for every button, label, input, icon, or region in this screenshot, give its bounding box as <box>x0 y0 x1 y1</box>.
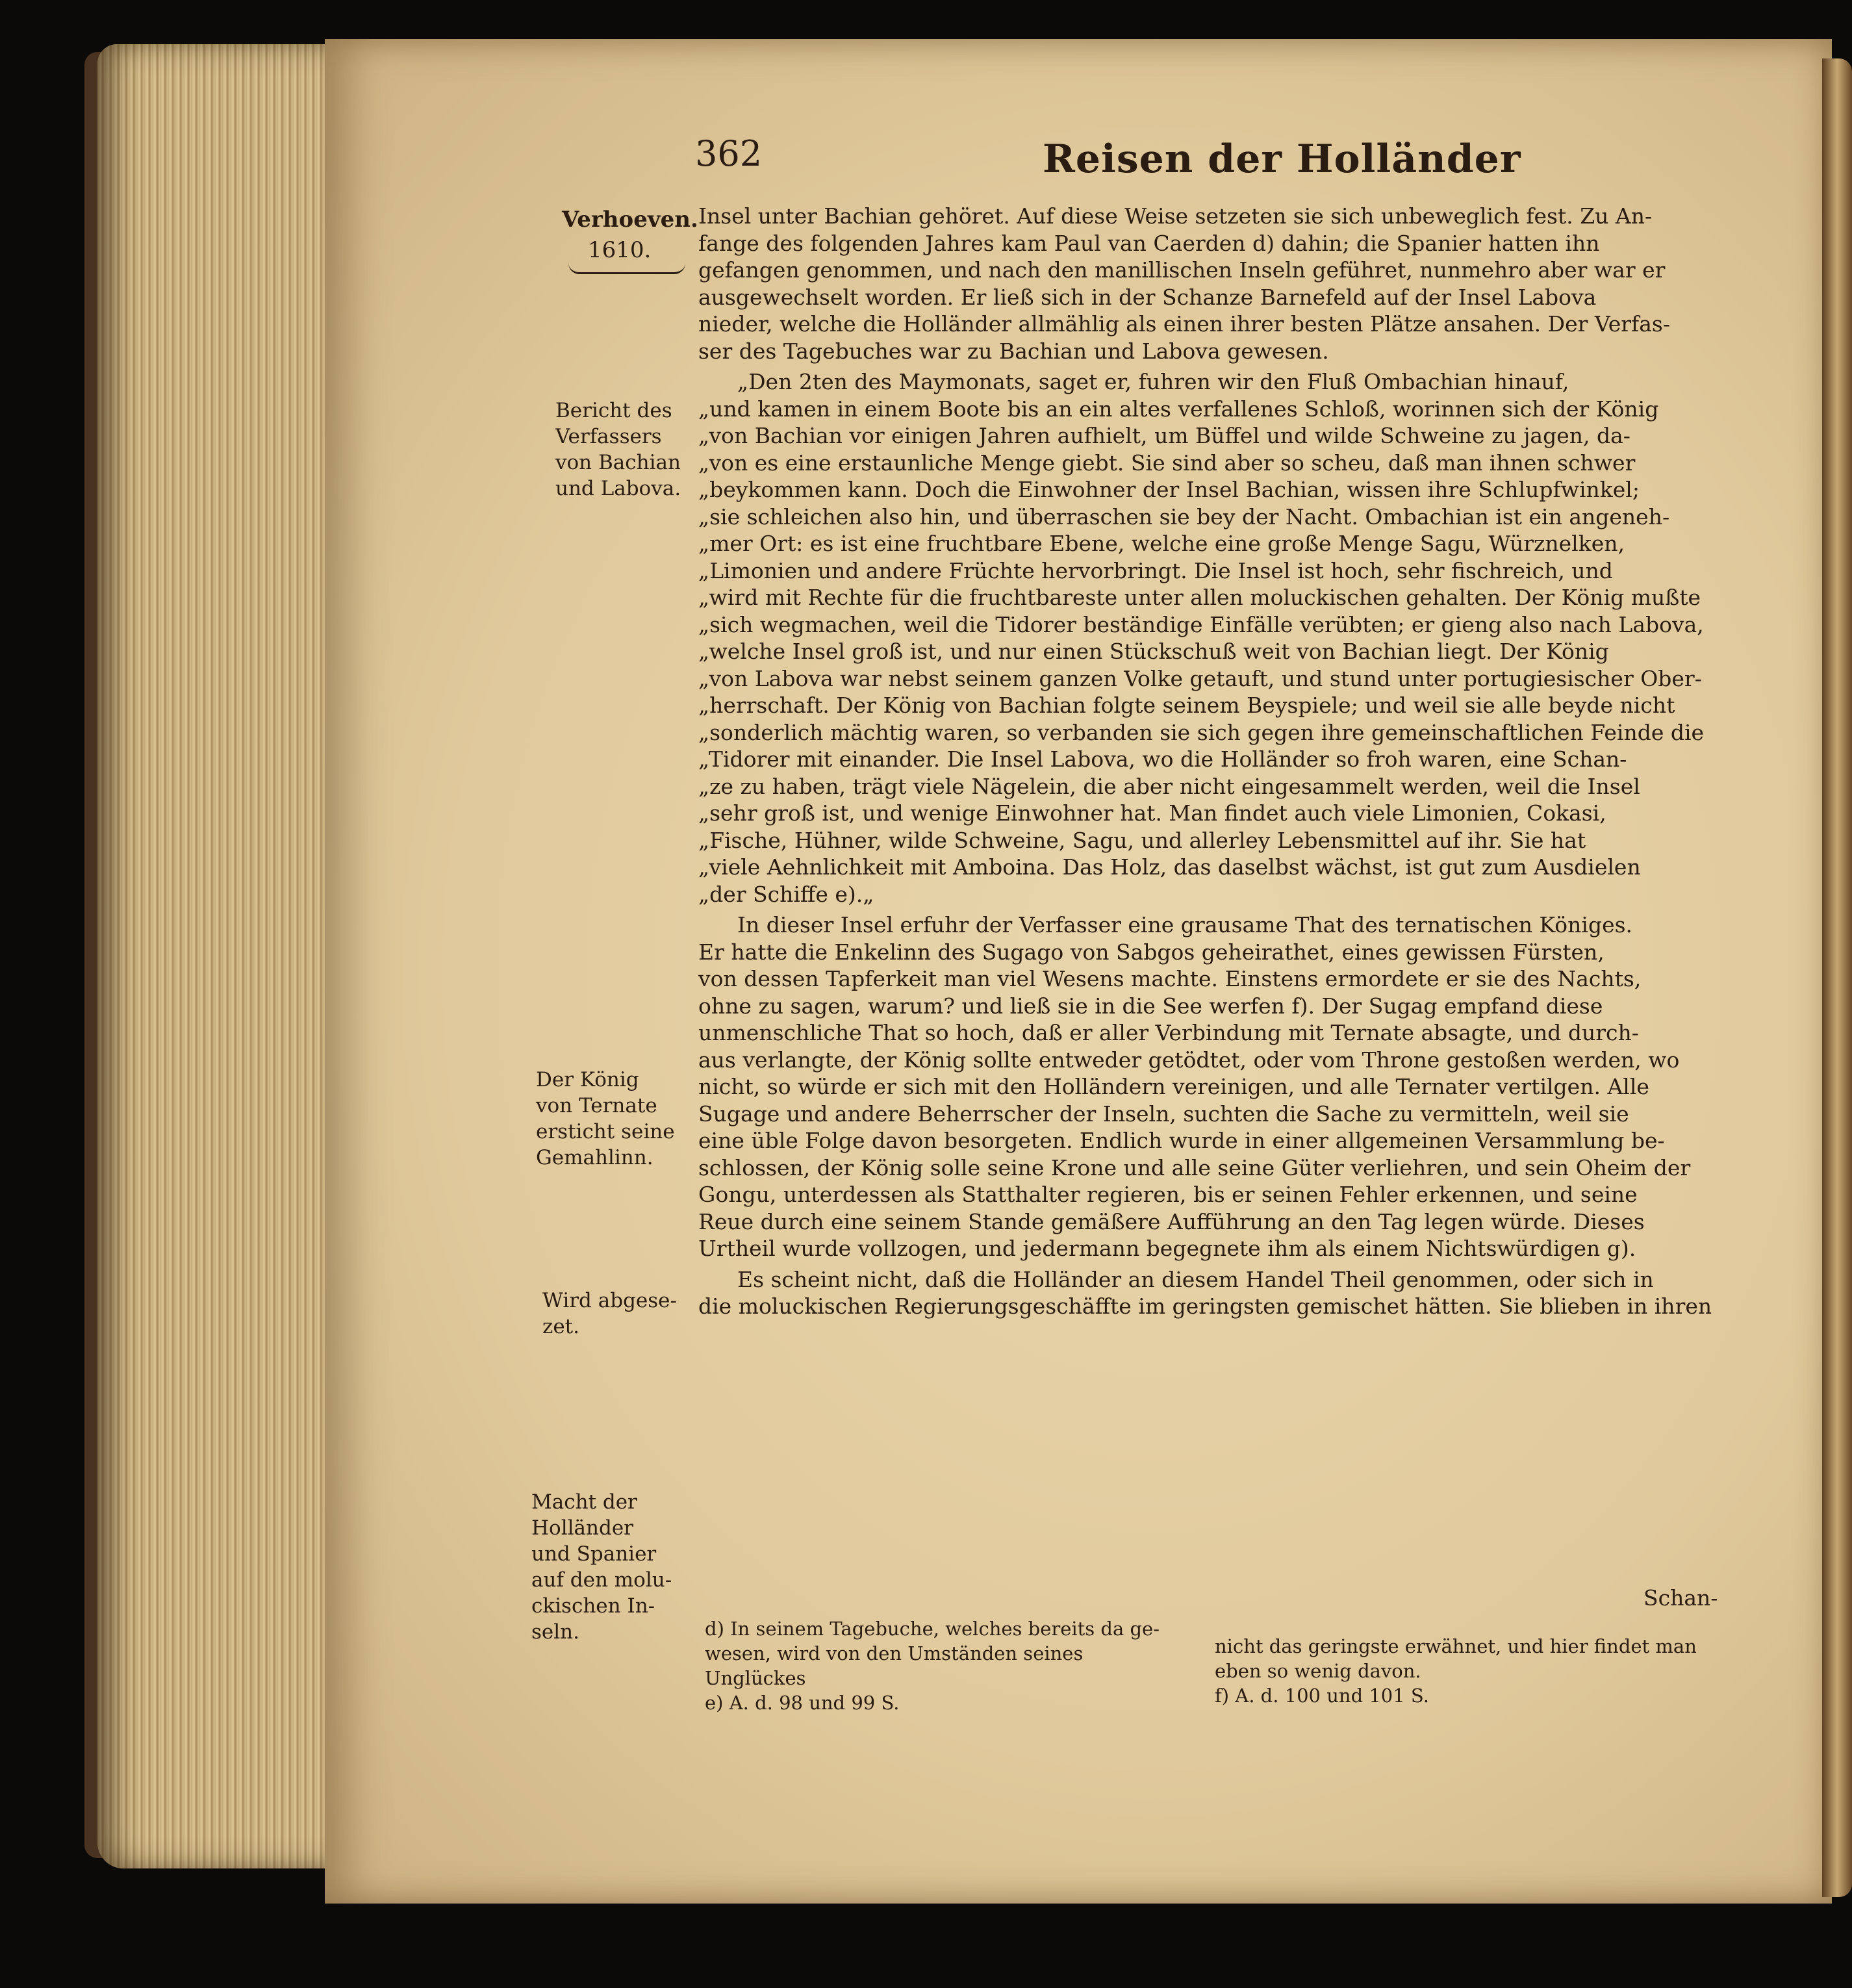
catchword: Schan- <box>1643 1585 1718 1611</box>
footnote-left: d) In seinem Tagebuche, welches bereits da ge- wesen, wird von den Umständen seines Unglückes e) A. d. 98 und 99 S. <box>705 1618 1160 1714</box>
margin-note-bericht: Bericht des Verfassers von Bachian und Labova. <box>555 399 681 500</box>
paragraph: Insel unter Bachian gehöret. Auf diese Weise setzeten sie sich unbeweglich fest. Zu An- fange des folgenden Jahres kam Paul van Caerden d) dahin; die Spanier hatten ihn gefangen genommen, und nach den manillischen Inseln geführet, nunmehro aber war er ausgewechselt worden. Er ließ sich in der Schanze Barnefeld auf der Insel Labova nieder, welche die Holländer allmählig als einen ihrer besten Plätze ansahen. Der Verfas- ser des Tagebuches war zu Bachian und Labova gewesen. <box>698 203 1670 364</box>
footnote-right: nicht das geringste erwähnet, und hier findet man eben so wenig davon. f) A. d. 100 und 101 S. <box>1215 1635 1697 1707</box>
page-number: 362 <box>695 133 763 174</box>
margin-year: 1610. <box>588 237 652 263</box>
paragraph: „Den 2ten des Maymonats, saget er, fuhren wir den Fluß Ombachian hinauf, „und kamen in einem Boote bis an ein altes verfallenes Schloß, worinnen sich der König „von Bachian vor einigen Jahren aufhielt, um Büffel und wilde Schweine zu jagen, da- „von es eine erstaunliche Menge giebt. Sie sind aber so scheu, daß man ihnen schwer „beykommen kann. Doch die Einwohner der Insel Bachian, wissen ihre Schlupfwinkel; „sie schleichen also hin, und überraschen sie bey der Nacht. Ombachian ist ein angeneh- „mer Ort: es ist eine fruchtbare Ebene, welche eine große Menge Sagu, Würznelken, „Limonien und andere Früchte hervorbringt. Die Insel ist hoch, sehr fischreich, und „wird mit Rechte für die fruchtbareste unter allen moluckischen gehalten. Der König mußte „sich wegmachen, weil die Tidorer beständige Einfälle verübten; er gieng also nach Labova, „welche Insel groß ist, und nur einen Stückschuß weit von Bachian liegt. Der König „von Labova war nebst seinem ganzen Volke getauft, und stund unter portugiesischer Ober- „herrschaft. Der König von Bachian folgte seinem Beyspiele; und weil sie alle beyde nicht „sonderlich mächtig waren, so verbanden sie sich gegen ihre gemeinschaftlichen Feinde die „Tidorer mit einander. Die Insel Labova, wo die Holländer so froh waren, eine Schan- „ze zu haben, trägt viele Nägelein, die aber nicht eingesammelt werden, weil die Insel „sehr groß ist, und wenige Einwohner hat. Man findet auch viele Limonien, Cokasi, „Fische, Hühner, wilde Schweine, Sagu, und allerley Lebensmittel auf ihr. Sie hat „viele Aehnlichkeit mit Amboina. Das Holz, das daselbst wächst, ist gut zum Ausdielen „der Schiffe e).„ <box>698 369 1705 907</box>
margin-name: Verhoeven. <box>562 207 698 233</box>
margin-note-macht: Macht der Holländer und Spanier auf den molu- ckischen In- seln. <box>531 1490 672 1644</box>
margin-note-abgesetzt: Wird abgese- zet. <box>542 1289 677 1338</box>
margin-note-koenig: Der König von Ternate ersticht seine Gemahlinn. <box>536 1068 675 1169</box>
page-edges <box>97 44 344 1868</box>
paragraph: Es scheint nicht, daß die Holländer an diesem Handel Theil genommen, oder sich in die moluckischen Regierungsgeschäffte im geringsten gemischet hätten. Sie blieben in ihren <box>698 1266 1712 1319</box>
main-text <box>698 203 1744 1320</box>
paragraph: In dieser Insel erfuhr der Verfasser eine grausame That des ternatischen Königes. Er hatte die Enkelinn des Sugago von Sabgos geheirathet, eines gewissen Fürsten, von dessen Tapferkeit man viel Wesens machte. Einstens ermordete er sie des Nachts, ohne zu sagen, warum? und ließ sie in die See werfen f). Der Sugag empfand diese unmenschliche That so hoch, daß er aller Verbindung mit Ternate absagte, und durch- aus verlangte, der König sollte entweder getödtet, oder vom Throne gestoßen werden, wo nicht, so würde er sich mit den Holländern vereinigen, und alle Ternater vertilgen. Alle Sugage und andere Beherrscher der Inseln, suchten die Sache zu vermitteln, weil sie eine üble Folge davon besorgeten. Endlich wurde in einer allgemeinen Versammlung be- schlossen, der König solle seine Krone und alle seine Güter verliehren, und sein Oheim der Gongu, unterdessen als Statthalter regieren, bis er seinen Fehler erkennen, und seine Reue durch eine seinem Stande gemäßere Aufführung an den Tag legen würde. Dieses Urtheil wurde vollzogen, und jedermann begegnete ihm als einem Nichtswürdigen g). <box>698 912 1691 1261</box>
next-page-edge <box>1822 58 1852 1897</box>
margin-ornament <box>568 263 685 274</box>
running-title: Reisen der Holländer <box>1043 136 1521 182</box>
